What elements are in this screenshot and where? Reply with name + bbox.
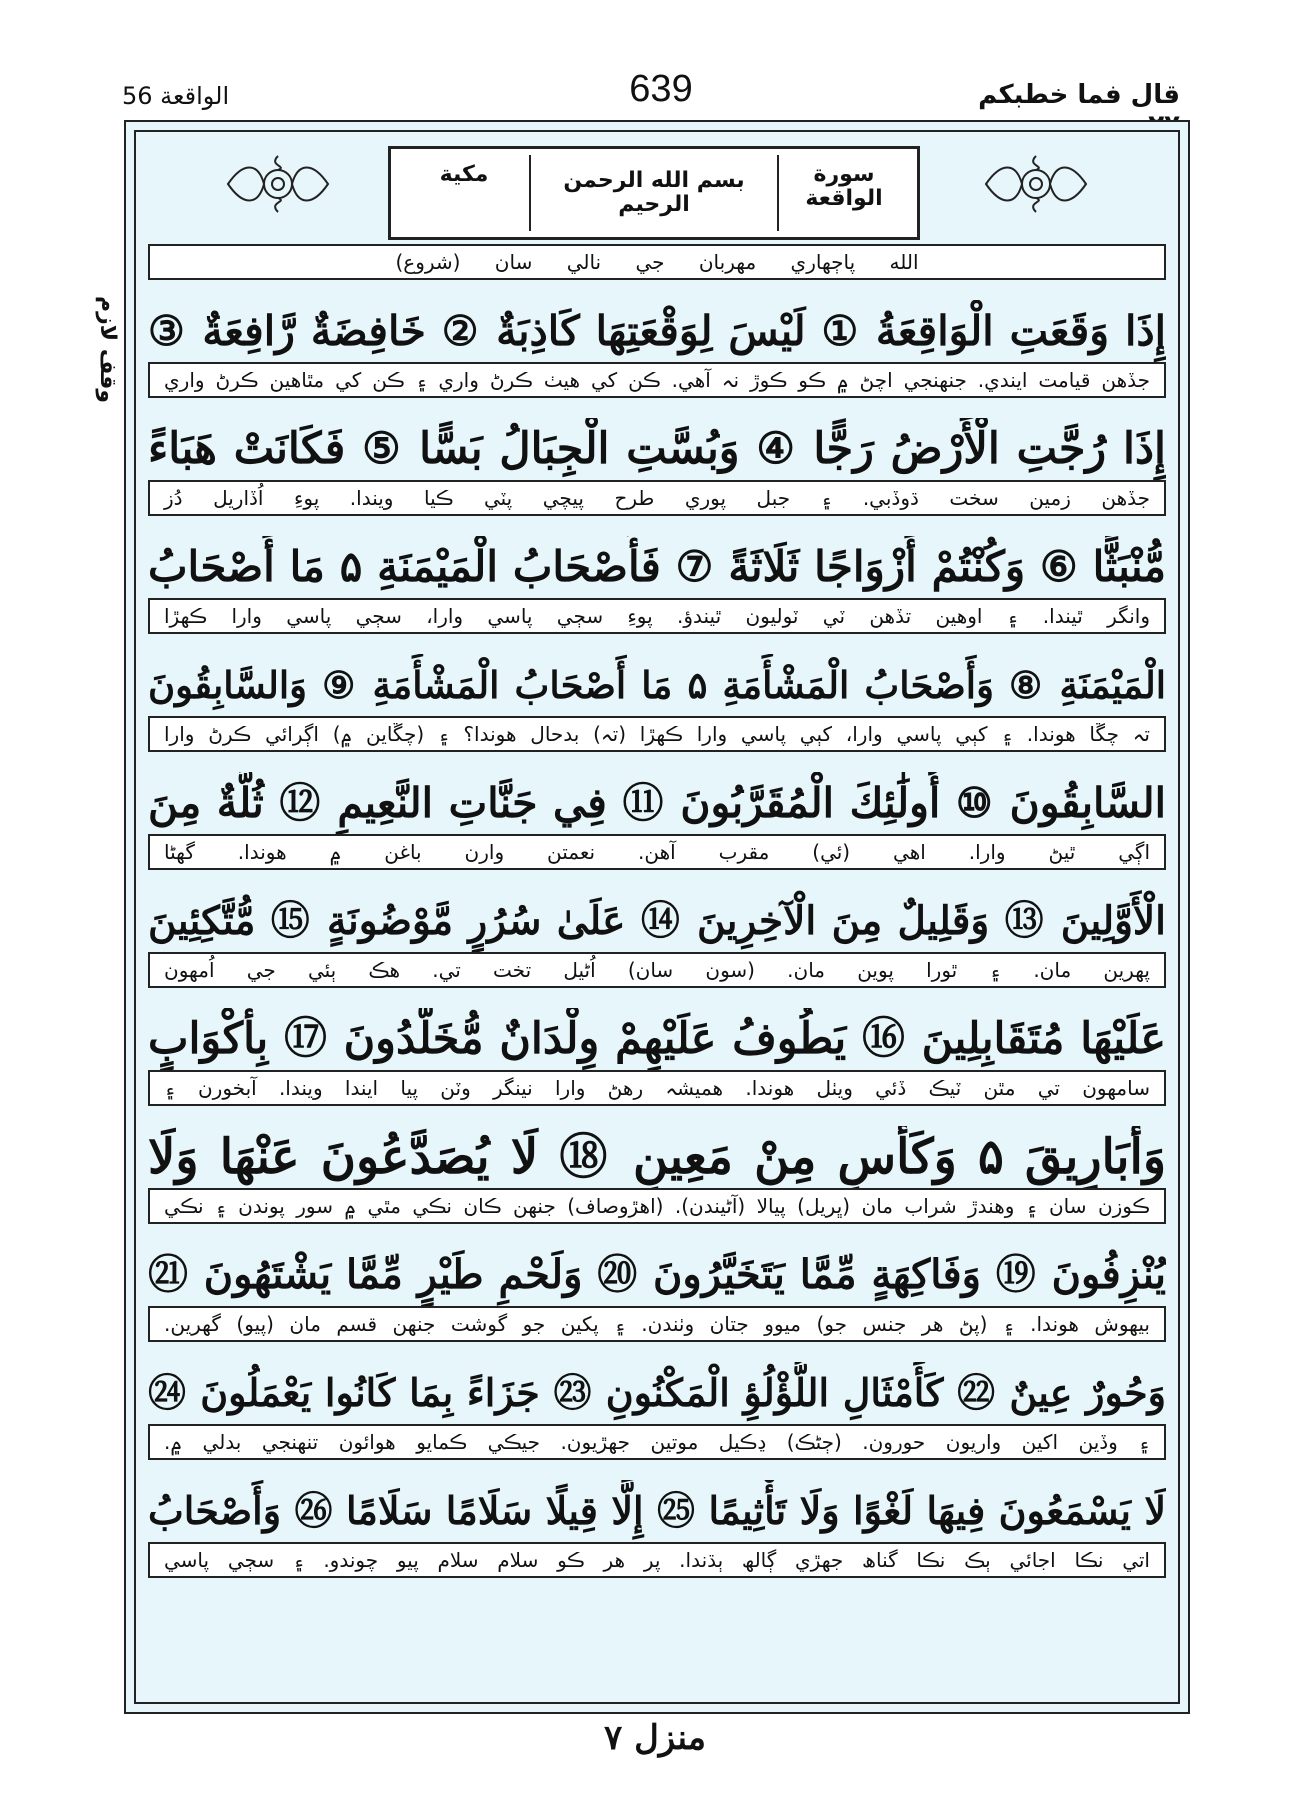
page-number: 639 xyxy=(629,68,693,110)
content-frame xyxy=(134,130,1180,1704)
translation-line: بيھوش ھوندا. ۽ (پڻ ھر جنس جو) ميوو جتان وٺندن. ۽ پکين جو گوشت جنھن قسم مان (پيو) گھرين. xyxy=(148,1306,1166,1342)
arabic-verse-line: إِذَا وَقَعَتِ الْوَاقِعَةُ ① لَيْسَ لِوَقْعَتِهَا كَاذِبَةٌ ② خَافِضَةٌ رَّافِعَةٌ ③ xyxy=(148,307,1166,355)
surah-banner xyxy=(148,142,1166,240)
translation-line: ۽ وڏين اکين واريون حورون. (ڄڻڪ) ڍڪيل موتين جھڙيون. جيڪي ڪمايو ھوائون تنھنجي بدلي ۾. xyxy=(148,1424,1166,1460)
page-frame xyxy=(124,120,1190,1714)
translation-line: ڪوزن سان ۽ وھندڙ شراب مان (ڀريل) پيالا (آڻيندن). (اھڙوصاف) جنھن ڪان نڪي مٿي ۾ سور پوندن ۽ نڪي xyxy=(148,1188,1166,1224)
arabic-verse-line: يُنْزِفُونَ ⑲ وَفَاكِهَةٍ مِّمَّا يَتَخَيَّرُونَ ⑳ وَلَحْمِ طَيْرٍ مِّمَّا يَشْتَهُونَ ㉑ xyxy=(148,1251,1166,1298)
bismillah-heading: بسم الله الرحمن الرحيم xyxy=(563,168,745,218)
surah-title-box xyxy=(388,146,920,240)
translation-line: وانگر ٿيندا. ۽ اوھين تڏھن ٽي ٽوليون ٿيندؤ. پوءِ سڄي پاسي وارا، سڄي پاسي وارا ڪھڙا xyxy=(148,598,1166,634)
arabic-verse-line: مُّنْبَثًّا ⑥ وَكُنْتُمْ أَزْوَاجًا ثَلَاثَةً ⑦ فَأَصْحَابُ الْمَيْمَنَةِ ۵ مَا أَصْحَابُ xyxy=(148,542,1166,591)
arabic-verse-line: وَحُورٌ عِينٌ ㉒ كَأَمْثَالِ اللُّؤْلُؤِ الْمَكْنُونِ ㉓ جَزَاءً بِمَا كَانُوا يَعْمَلُونَ ㉔ xyxy=(148,1370,1166,1415)
arabic-verse-line: السَّابِقُونَ ⑩ أُولَٰئِكَ الْمُقَرَّبُونَ ⑪ فِي جَنَّاتِ النَّعِيمِ ⑫ ثُلَّةٌ مِنَ xyxy=(148,779,1166,827)
translation-line: اڳي ٿيڻ وارا. اھي (ئي) مقرب آھن. نعمتن وارن باغن ۾ ھوندا. گھڻا xyxy=(148,834,1166,870)
translation-line: جڏھن قيامت ايندي. جنھنجي اچڻ ۾ ڪو ڪوڙ نہ آھي. ڪن کي ھيٺ ڪرڻ واري ۽ ڪن کي مٿاھين ڪرڻ واري xyxy=(148,362,1166,398)
floral-ornament-icon xyxy=(976,152,1096,216)
translation-line: اتي نڪا اجائي ٻڪ نڪا گناھ جھڙي ڳالھ ٻڌندا. پر ھر ڪو سلام سلام پيو چوندو. ۽ سڄي پاسي xyxy=(148,1542,1166,1578)
arabic-verse-line: الْأَوَّلِينَ ⑬ وَقَلِيلٌ مِنَ الْآخِرِينَ ⑭ عَلَىٰ سُرُرٍ مَّوْضُونَةٍ ⑮ مُّتَّكِئِينَ xyxy=(148,898,1166,944)
arabic-verse-line: لَا يَسْمَعُونَ فِيهَا لَغْوًا وَلَا تَأْثِيمًا ㉕ إِلَّا قِيلًا سَلَامًا سَلَامًا ㉖ وَأَصْحَابُ xyxy=(148,1488,1166,1533)
surah-reference: الواقعة 56 xyxy=(122,82,230,110)
floral-ornament-icon xyxy=(218,152,338,216)
translation-line: پھرين مان. ۽ ٿورا پوين مان. (سون سان) اُڻيل تخت تي. ھڪ ٻئي جي اُمھون xyxy=(148,952,1166,988)
translation-line: سامھون تي مٿن ٽيڪ ڏئي ويٺل ھوندا. ھميشہ رھڻ وارا نينگر وٽن پيا ايندا ويندا. آبخورن ۽ xyxy=(148,1070,1166,1106)
waqf-margin-note: وقف لازم xyxy=(95,296,120,404)
arabic-verse-line: عَلَيْهَا مُتَقَابِلِينَ ⑯ يَطُوفُ عَلَيْهِمْ وِلْدَانٌ مُّخَلَّدُونَ ⑰ بِأَكْوَابٍ xyxy=(148,1014,1166,1064)
translation-line: جڏھن زمين سخت ڌوڏبي. ۽ جبل پوري طرح پيچي پٽي ڪيا ويندا. پوءِ اُڏاريل دُز xyxy=(148,480,1166,516)
arabic-verse-line: الْمَيْمَنَةِ ⑧ وَأَصْحَابُ الْمَشْأَمَةِ ۵ مَا أَصْحَابُ الْمَشْأَمَةِ ⑨ وَالسَّابِقُونَ xyxy=(148,663,1166,707)
translation-line: الله پاڄھاري مھربان جي نالي سان (شروع) xyxy=(148,244,1166,280)
translation-line: تہ چڱا ھوندا. ۽ کٻي پاسي وارا، کٻي پاسي وارا ڪھڙا (تہ) بدحال ھوندا؟ ۽ (چڱاين ۾) اڳرائي ڪرڻ وارا xyxy=(148,716,1166,752)
page-header xyxy=(0,0,1310,120)
surah-name: سورة الواقعة xyxy=(777,155,909,231)
arabic-verse-line: إِذَا رُجَّتِ الْأَرْضُ رَجًّا ④ وَبُسَّتِ الْجِبَالُ بَسًّا ⑤ فَكَانَتْ هَبَاءً xyxy=(148,424,1166,474)
manzil-footer: منزل ٧ xyxy=(603,1718,707,1758)
arabic-verse-line: وَأَبَارِيقَ ۵ وَكَأْسٍ مِنْ مَعِينٍ ⑱ لَا يُصَدَّعُونَ عَنْهَا وَلَا xyxy=(148,1129,1166,1185)
revelation-label: مكية xyxy=(399,155,531,231)
juz-reference: قال فما خطبكم xyxy=(978,80,1180,110)
